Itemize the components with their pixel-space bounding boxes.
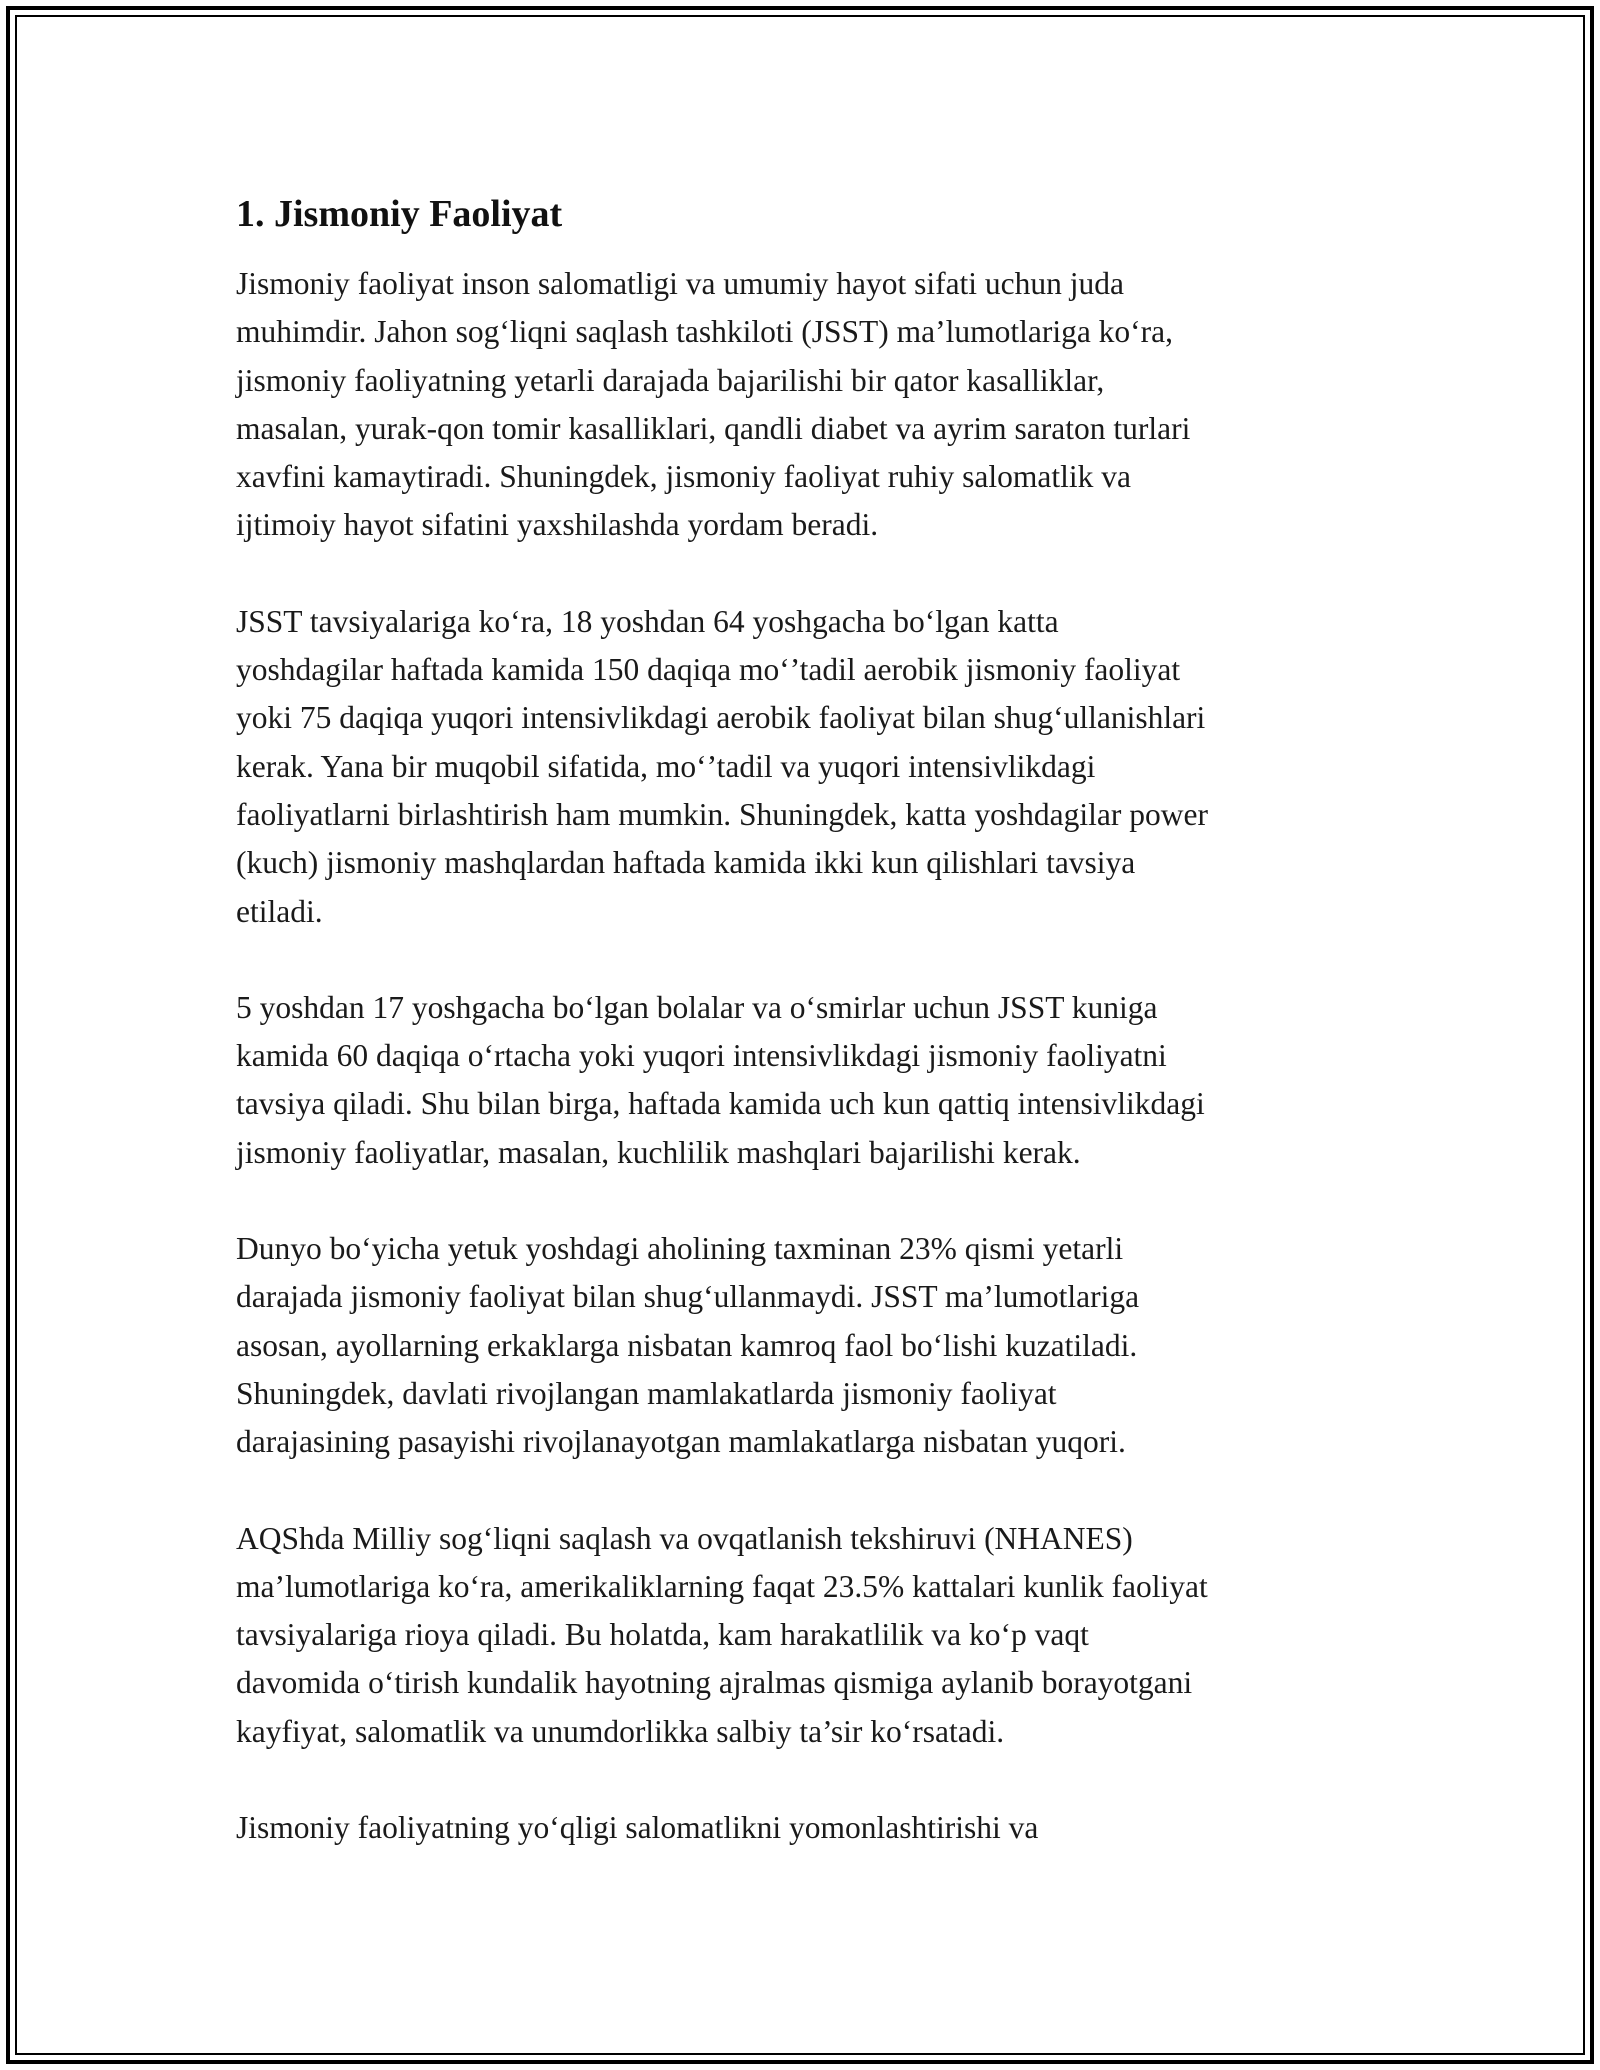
paragraph-4: Dunyo bo‘yicha yetuk yoshdagi aholining taxminan 23% qismi yetarli darajada jismoniy faoliyat bilan shug‘ullanmaydi. JSST ma’lumotlariga asosan, ayollarning erkaklarga nisbatan kamroq faol bo‘lishi kuzatiladi. Shuningdek, davlati rivojlangan mamlakatlarda jismoniy faoliyat darajasining pasayishi rivojlanayotgan mamlakatlarga nisbatan yuqori.	[236, 1231, 1140, 1460]
paragraph-6: Jismoniy faoliyatning yo‘qligi salomatlikni yomonlashtirishi va	[236, 1810, 1039, 1846]
paragraph-1: Jismoniy faoliyat inson salomatligi va umumiy hayot sifati uchun juda muhimdir. Jahon sog‘liqni saqlash tashkiloti (JSST) ma’lumotlariga ko‘ra, jismoniy faoliyatning yetarli darajada bajarilishi bir qator kasalliklar, masalan, yurak-qon tomir kasalliklari, qandli diabet va ayrim saraton turlari xavfini kamaytiradi. Shuningdek, jismoniy faoliyat ruhiy salomatlik va ijtimoiy hayot sifatini yaxshilashda yordam beradi.	[236, 266, 1191, 543]
paragraph-2: JSST tavsiyalariga ko‘ra, 18 yoshdan 64 yoshgacha bo‘lgan katta yoshdagilar haftada kamida 150 daqiqa mo‘’tadil aerobik jismoniy faoliyat yoki 75 daqiqa yuqori intensivlikdagi aerobik faoliyat bilan shug‘ullanishlari kerak. Yana bir muqobil sifatida, mo‘’tadil va yuqori intensivlikdagi faoliyatlarni birlashtirish ham mumkin. Shuningdek, katta yoshdagilar power (kuch) jismoniy mashqlardan haftada kamida ikki kun qilishlari tavsiya etiladi.	[236, 603, 1208, 929]
section-heading: 1. Jismoniy Faoliyat	[236, 193, 563, 235]
paragraph-3: 5 yoshdan 17 yoshgacha bo‘lgan bolalar va o‘smirlar uchun JSST kuniga kamida 60 daqiqa o‘rtacha yoki yuqori intensivlikdagi jismoniy faoliyatni tavsiya qiladi. Shu bilan birga, haftada kamida uch kun qattiq intensivlikdagi jismoniy faoliyatlar, masalan, kuchlilik mashqlari bajarilishi kerak.	[236, 989, 1205, 1170]
document-body	[236, 186, 1396, 1900]
paragraph-5: AQShda Milliy sog‘liqni saqlash va ovqatlanish tekshiruvi (NHANES) ma’lumotlariga ko‘ra, amerikaliklarning faqat 23.5% kattalari kunlik faoliyat tavsiyalariga rioya qiladi. Bu holatda, kam harakatlilik va ko‘p vaqt davomida o‘tirish kundalik hayotning ajralmas qismiga aylanib borayotgani kayfiyat, salomatlik va unumdorlikka salbiy ta’sir ko‘rsatadi.	[236, 1520, 1208, 1749]
